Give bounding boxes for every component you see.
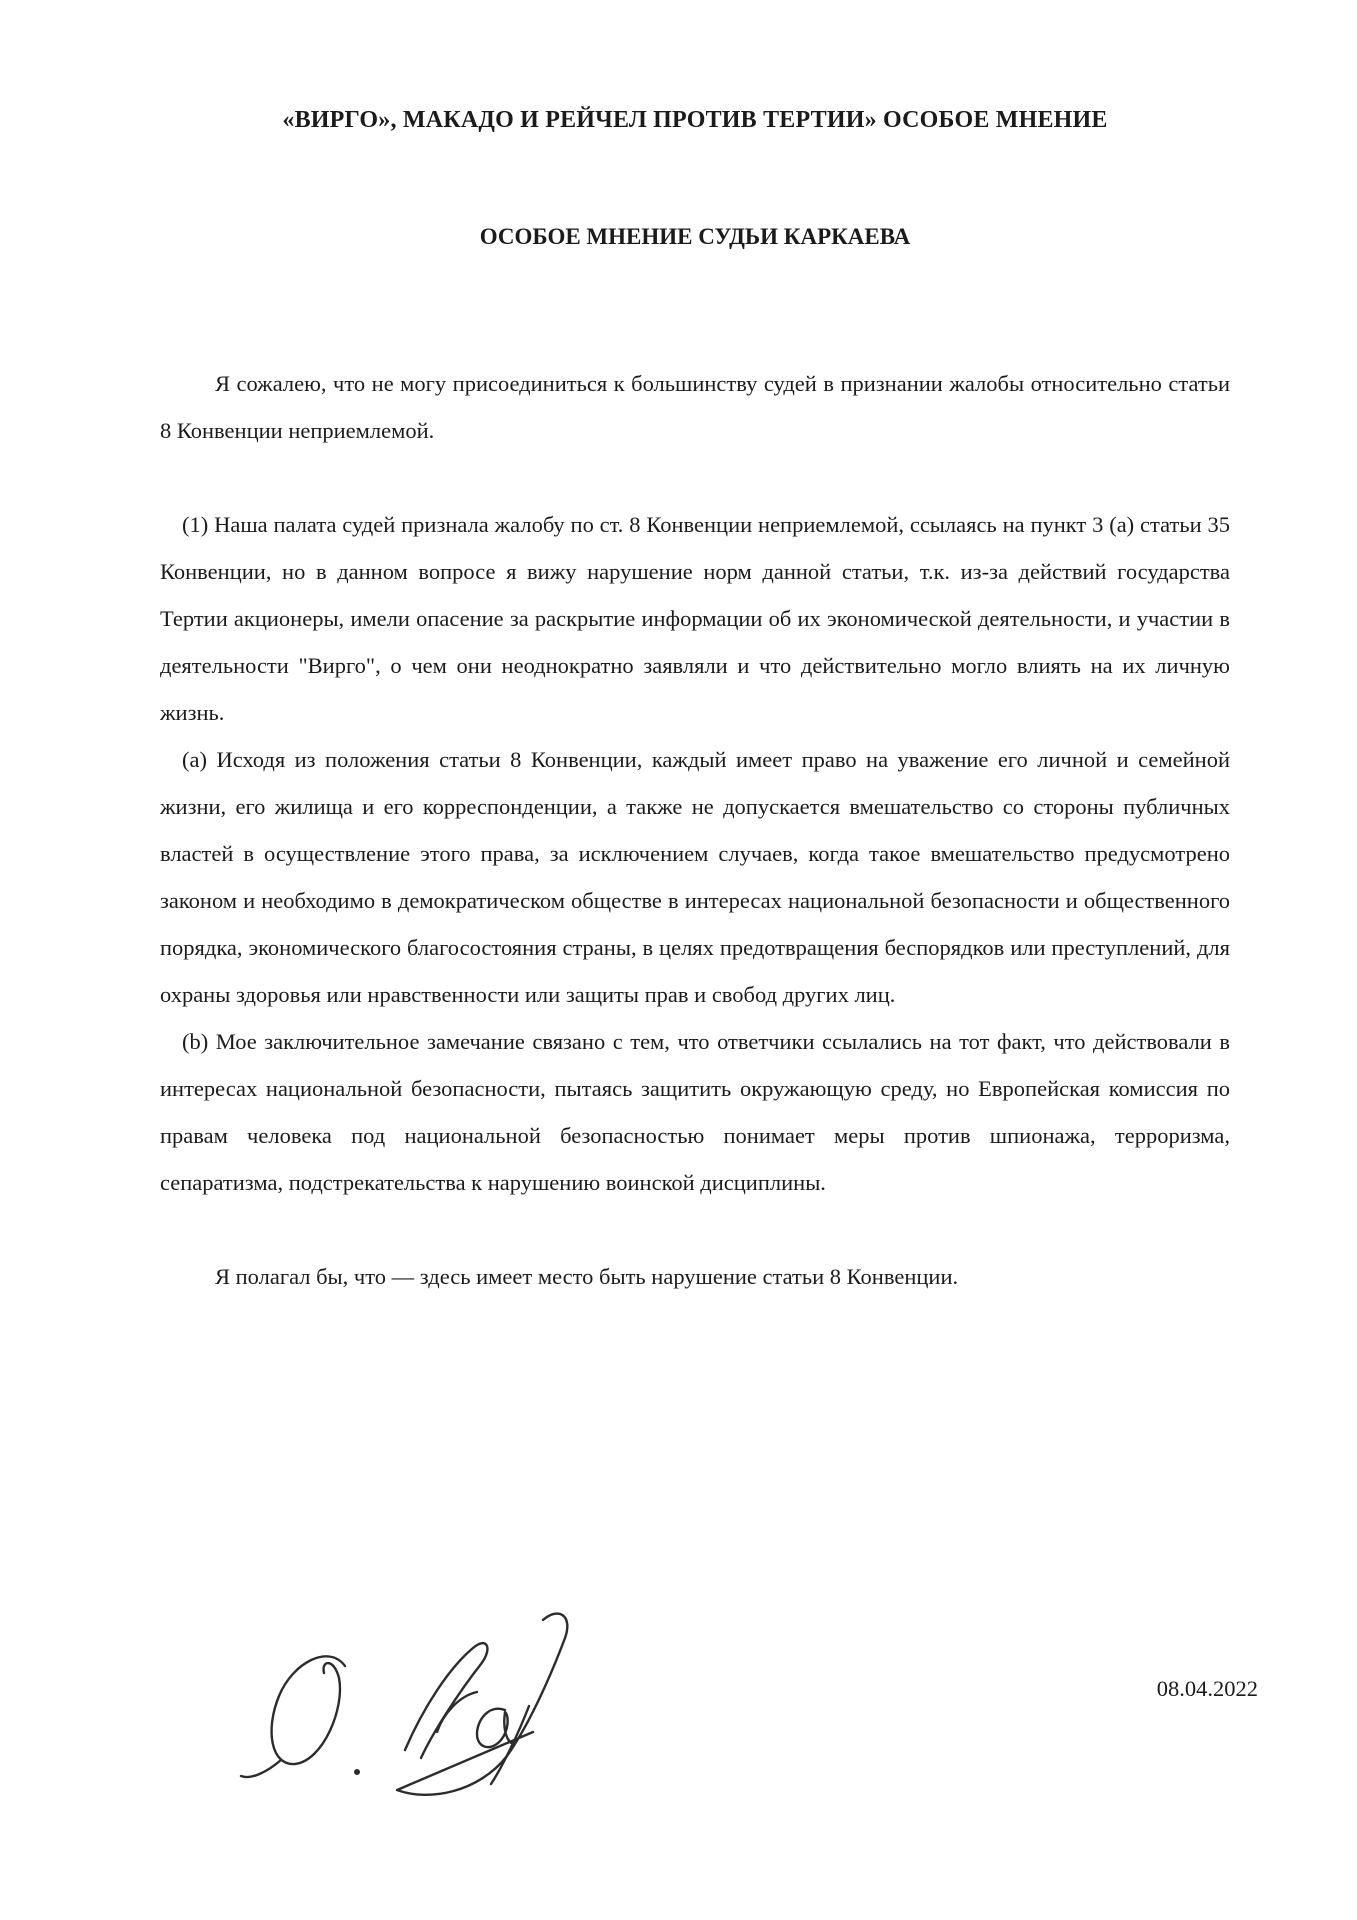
document-subtitle: ОСОБОЕ МНЕНИЕ СУДЬИ КАРКАЕВА: [479, 224, 911, 249]
signature-date: 08.04.2022: [1156, 1676, 1258, 1701]
paragraph-1: (1) Наша палата судей признала жалобу по ст. 8 Конвенции неприемлемой, ссылаясь на пункт 3 (а) статьи 35 Конвенции, но в данном вопросе я вижу нарушение норм данной статьи, т.к. из-за действий государства Тертии акционеры, имели опасение за раскрытие информации об их экономической деятельности, и участии в деятельности "Вирго", о чем они неоднократно заявляли и что действительно могло влиять на их личную жизнь.: [160, 512, 1230, 725]
document-content: [160, 0, 1230, 1300]
document-title: «ВИРГО», МАКАДО И РЕЙЧЕЛ ПРОТИВ ТЕРТИИ» ОСОБОЕ МНЕНИЕ: [282, 107, 1108, 133]
handwritten-signature-icon: [233, 1570, 573, 1810]
paragraph-conclusion: Я полагал бы, что — здесь имеет место быть нарушение статьи 8 Конвенции.: [215, 1264, 959, 1289]
paragraph-b: (b) Мое заключительное замечание связано с тем, что ответчики ссылались на тот факт, что действовали в интересах национальной безопасности, пытаясь защитить окружающую среду, но Европейская комиссия по правам человека под национальной безопасностью понимает меры против шпионажа, терроризма, сепаратизма, подстрекательства к нарушению воинской дисциплины.: [160, 1029, 1230, 1195]
paragraph-intro: Я сожалею, что не могу присоединиться к большинству судей в признании жалобы относительно статьи 8 Конвенции неприемлемой.: [160, 371, 1230, 443]
signature-image: [233, 1570, 573, 1810]
paragraph-a: (а) Исходя из положения статьи 8 Конвенции, каждый имеет право на уважение его личной и семейной жизни, его жилища и его корреспонденции, а также не допускается вмешательство со стороны публичных властей в осуществление этого права, за исключением случаев, когда такое вмешательство предусмотрено законом и необходимо в демократическом обществе в интересах национальной безопасности и общественного порядка, экономического благосостояния страны, в целях предотвращения беспорядков или преступлений, для охраны здоровья или нравственности или защиты прав и свобод других лиц.: [160, 747, 1230, 1007]
document-body: [160, 360, 1230, 1300]
